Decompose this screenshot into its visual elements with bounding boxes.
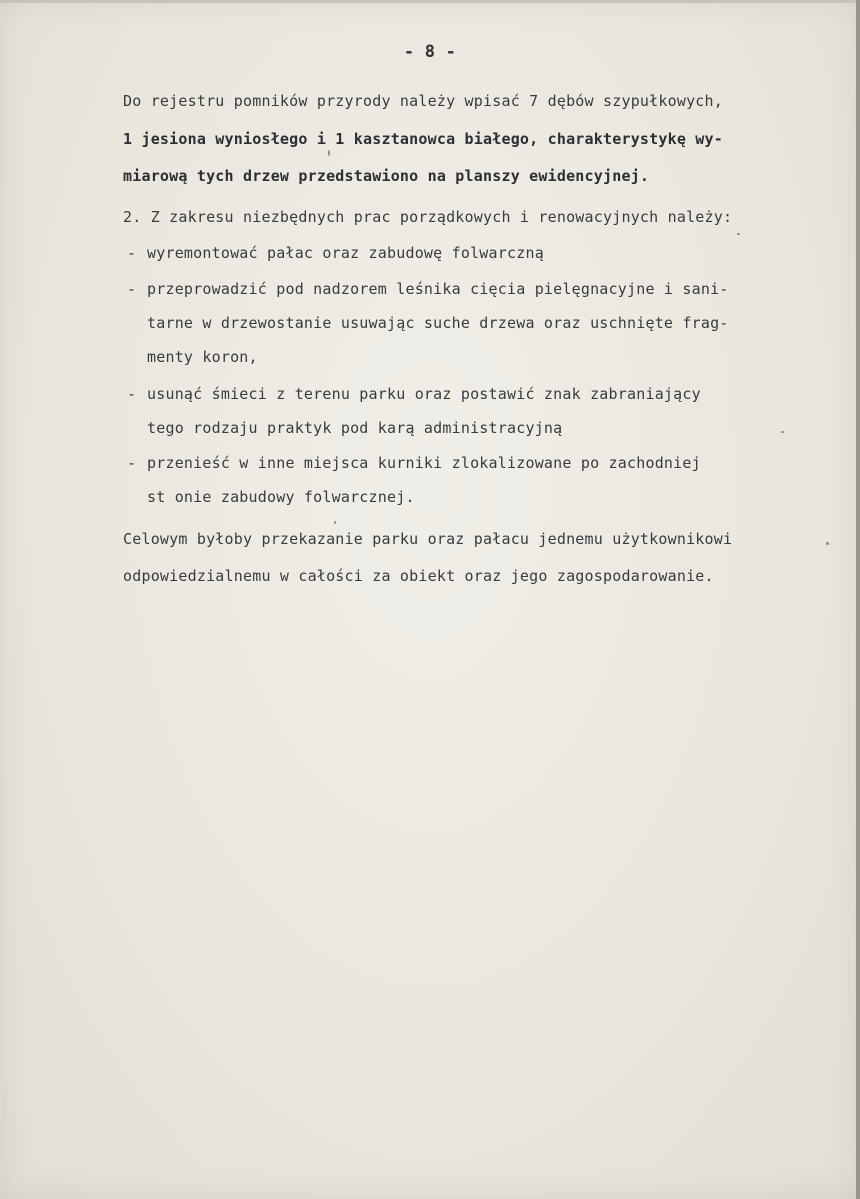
paragraph-1-line-2: 1 jesiona wyniosłego i 1 kasztanowca białego, charakterystykę wy- — [123, 130, 723, 148]
item-2-bullet: - — [127, 280, 137, 298]
scan-speck — [781, 431, 784, 433]
section-2-intro: 2. Z zakresu niezbędnych prac porządkowych i renowacyjnych należy: — [123, 208, 733, 226]
paragraph-1-line-1: Do rejestru pomników przyrody należy wpisać 7 dębów szypułkowych, — [123, 92, 723, 110]
scan-speck — [334, 521, 336, 524]
item-4-bullet: - — [127, 454, 137, 472]
item-3-bullet: - — [127, 385, 137, 403]
item-1-bullet: - — [127, 244, 137, 262]
scan-speck — [737, 233, 740, 235]
item-4-line-1: przenieść w inne miejsca kurniki zlokalizowane po zachodniej — [147, 454, 701, 472]
paragraph-3-line-2: odpowiedzialnemu w całości za obiekt oraz jego zagospodarowanie. — [123, 567, 714, 585]
item-1-line-1: wyremontować pałac oraz zabudowę folwarczną — [147, 244, 544, 262]
scan-speck — [826, 542, 829, 545]
item-4-line-2: st onie zabudowy folwarcznej. — [147, 488, 415, 506]
item-2-line-1: przeprowadzić pod nadzorem leśnika cięcia pielęgnacyjne i sani- — [147, 280, 729, 298]
paragraph-3-line-1: Celowym byłoby przekazanie parku oraz pałacu jednemu użytkownikowi — [123, 530, 733, 548]
item-3-line-2: tego rodzaju praktyk pod karą administracyjną — [147, 419, 563, 437]
paragraph-1-line-3: miarową tych drzew przedstawiono na planszy ewidencyjnej. — [123, 167, 650, 185]
item-2-line-3: menty koron, — [147, 348, 258, 366]
item-3-line-1: usunąć śmieci z terenu parku oraz postawić znak zabraniający — [147, 385, 701, 403]
page-number: - 8 - — [403, 42, 457, 62]
item-2-line-2: tarne w drzewostanie usuwając suche drzewa oraz uschnięte frag- — [147, 314, 729, 332]
page-top-edge — [0, 0, 860, 3]
page-right-edge — [856, 0, 860, 1199]
scan-speck — [328, 150, 330, 156]
